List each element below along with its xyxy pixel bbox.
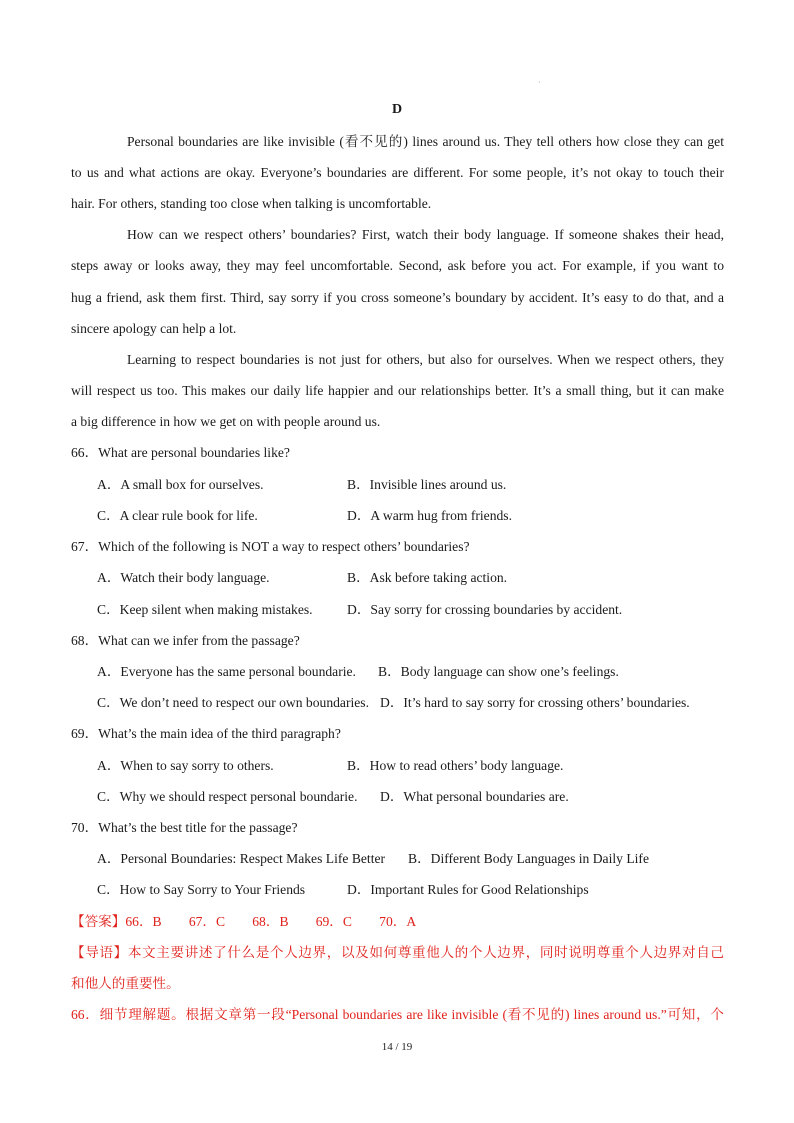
question-70-option-a: A．Personal Boundaries: Respect Makes Life Better (97, 851, 386, 866)
passage-p1-line2: to us and what actions are okay. Everyone’s boundaries are different. For some people, it’s not okay to touch their (71, 165, 724, 180)
answer-label: 【答案】 (71, 914, 126, 929)
question-66-option-a: A．A small box for ourselves. (97, 477, 264, 492)
question-67-option-b: B．Ask before taking action. (347, 570, 508, 585)
question-67-stem: 67．Which of the following is NOT a way to respect others’ boundaries? (71, 539, 470, 554)
answer-text: 66．B 67．C 68．B 69．C 70．A (125, 914, 417, 929)
page-number: 14 / 19 (381, 1041, 413, 1053)
question-69-option-b: B．How to read others’ body language. (347, 758, 564, 773)
question-66-stem: 66．What are personal boundaries like? (71, 445, 290, 460)
scan-dot: · (538, 78, 541, 87)
question-70-option-d: D．Important Rules for Good Relationships (347, 882, 589, 897)
question-68-option-c: C．We don’t need to respect our own boundaries. (97, 695, 369, 710)
guide-text-1: 本文主要讲述了什么是个人边界，以及如何尊重他人的个人边界，同时说明尊重个人边界对自己 (127, 945, 725, 960)
question-70-stem: 70．What’s the best title for the passage? (71, 820, 298, 835)
question-68-option-b: B．Body language can show one’s feelings. (378, 664, 619, 679)
answer-key (71, 912, 724, 932)
question-67-option-d: D．Say sorry for crossing boundaries by accident. (347, 602, 623, 617)
question-70-option-c: C．How to Say Sorry to Your Friends (97, 882, 306, 897)
question-69-stem: 69．What’s the main idea of the third paragraph? (71, 726, 341, 741)
question-68-option-a: A．Everyone has the same personal boundarie. (97, 664, 356, 679)
passage-p3-line1: Learning to respect boundaries is not just for others, but also for ourselves. When we respect others, they (127, 352, 724, 367)
question-67-option-a: A．Watch their body language. (97, 570, 270, 585)
passage-p1-line3: hair. For others, standing too close when talking is uncomfortable. (71, 196, 432, 211)
question-69-option-a: A．When to say sorry to others. (97, 758, 274, 773)
question-70-option-b: B．Different Body Languages in Daily Life (408, 851, 649, 866)
guide-line1 (71, 943, 724, 963)
guide-label: 【导语】 (71, 945, 128, 960)
passage-p1-line1: Personal boundaries are like invisible (看不见的) lines around us. They tell others how close they can get (127, 134, 724, 149)
question-69-option-c: C．Why we should respect personal boundarie. (97, 789, 358, 804)
passage-p3-line3: a big difference in how we get on with people around us. (71, 414, 381, 429)
passage-p2-line2: steps away or looks away, they may feel uncomfortable. Second, ask before you act. For example, if you want to (71, 258, 724, 273)
guide-line2: 和他人的重要性。 (71, 976, 180, 991)
question-69-option-d: D．What personal boundaries are. (380, 789, 569, 804)
explain-66-line1: 66．细节理解题。根据文章第一段“Personal boundaries are like invisible (看不见的) lines around us.”可知，个 (71, 1007, 724, 1022)
question-67-option-c: C．Keep silent when making mistakes. (97, 602, 313, 617)
passage-p2-line3: hug a friend, ask them first. Third, say sorry if you cross someone’s boundary by accident. It’s easy to do that, and a (71, 290, 724, 305)
question-66-option-d: D．A warm hug from friends. (347, 508, 512, 523)
question-68-option-d: D．It’s hard to say sorry for crossing others’ boundaries. (380, 695, 690, 710)
passage-p2-line4: sincere apology can help a lot. (71, 321, 237, 336)
question-66-option-c: C．A clear rule book for life. (97, 508, 258, 523)
question-68-stem: 68．What can we infer from the passage? (71, 633, 300, 648)
passage-title: D (391, 102, 403, 117)
passage-p2-line1: How can we respect others’ boundaries? First, watch their body language. If someone shakes their head, (127, 227, 724, 242)
passage-p3-line2: will respect us too. This makes our daily life happier and our relationships better. It’s a small thing, but it can make (71, 383, 724, 398)
question-66-option-b: B．Invisible lines around us. (347, 477, 507, 492)
